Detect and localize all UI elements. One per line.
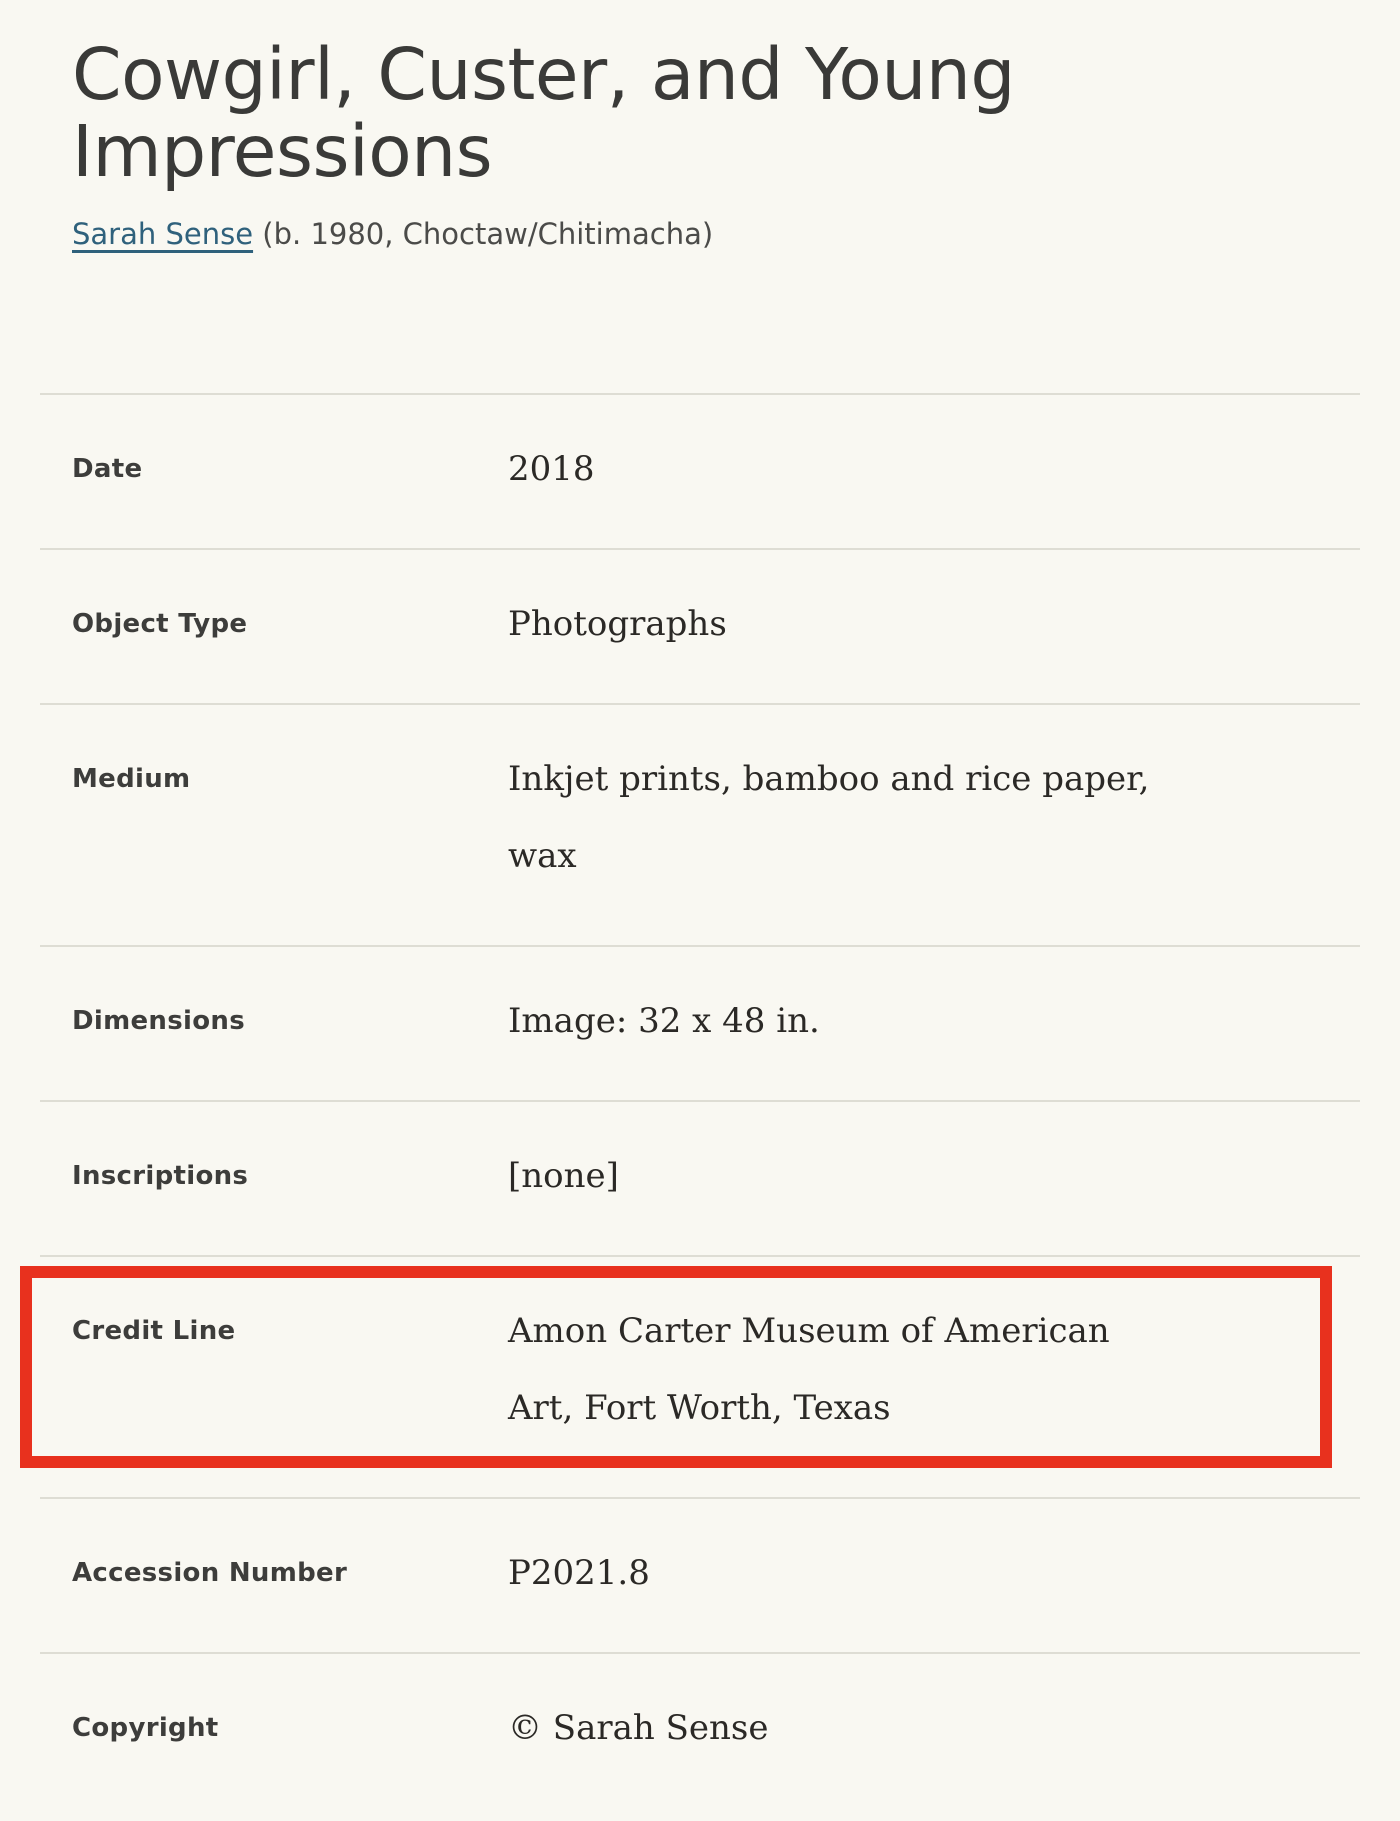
- detail-label: Inscriptions: [72, 1161, 249, 1191]
- detail-row-inscriptions: [40, 1100, 1360, 1255]
- detail-value: [508, 983, 820, 1060]
- detail-value-line: 2018: [508, 449, 595, 489]
- detail-row-accession-number: [40, 1497, 1360, 1652]
- detail-value-line: Inkjet prints, bamboo and rice paper,: [508, 759, 1150, 799]
- detail-label: Object Type: [72, 609, 248, 639]
- detail-value-line: [none]: [508, 1156, 619, 1196]
- detail-row-copyright: [40, 1652, 1360, 1807]
- detail-row-medium: [40, 703, 1360, 945]
- detail-value: [508, 1690, 768, 1767]
- detail-label: Dimensions: [72, 1006, 245, 1036]
- detail-value: [508, 586, 727, 663]
- artist-line: [72, 216, 1360, 252]
- detail-row-dimensions: [40, 945, 1360, 1100]
- detail-value-line: Art, Fort Worth, Texas: [508, 1388, 891, 1428]
- detail-label: Accession Number: [72, 1558, 348, 1588]
- detail-value: [508, 1535, 650, 1612]
- detail-label: Credit Line: [72, 1316, 236, 1346]
- page-title-line2: Impressions: [72, 110, 493, 193]
- detail-row-object-type: [40, 548, 1360, 703]
- detail-value-line: Image: 32 x 48 in.: [508, 1001, 820, 1041]
- artist-link[interactable]: Sarah Sense: [72, 217, 254, 251]
- page-title: [72, 33, 1222, 193]
- artist-dates-tribe: (b. 1980, Choctaw/Chitimacha): [253, 217, 714, 251]
- detail-value-line: P2021.8: [508, 1553, 650, 1593]
- detail-value: [508, 1293, 1110, 1447]
- detail-label: Copyright: [72, 1713, 219, 1743]
- detail-value: [508, 741, 1149, 895]
- detail-value: [508, 1138, 619, 1215]
- detail-value-line: wax: [508, 836, 577, 876]
- detail-value-line: Amon Carter Museum of American: [508, 1311, 1110, 1351]
- detail-row-date: [40, 393, 1360, 548]
- detail-row-credit-line: [40, 1255, 1360, 1497]
- page-title-line1: Cowgirl, Custer, and Young: [72, 33, 1015, 116]
- detail-label: Medium: [72, 764, 191, 794]
- detail-label: Date: [72, 454, 143, 484]
- detail-value: [508, 431, 595, 508]
- object-header: [40, 33, 1360, 252]
- detail-value-line: © Sarah Sense: [508, 1708, 769, 1748]
- object-details-table: [40, 393, 1360, 1807]
- detail-value-line: Photographs: [508, 604, 727, 644]
